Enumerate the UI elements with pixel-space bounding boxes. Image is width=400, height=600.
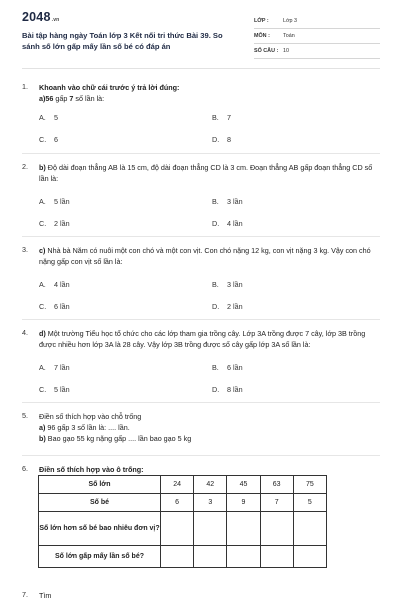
- meta-class: LỚP : Lớp 3: [254, 14, 380, 29]
- fill-in-table: [38, 475, 327, 568]
- answer-cell[interactable]: [260, 546, 293, 568]
- answer-cell[interactable]: [161, 546, 194, 568]
- option-b[interactable]: B. 6 lần: [212, 363, 243, 372]
- option-d[interactable]: D. 4 lần: [212, 219, 243, 228]
- table-cell: 42: [194, 476, 227, 494]
- table-row: [39, 546, 327, 568]
- table-cell: 75: [293, 476, 326, 494]
- answer-cell[interactable]: [293, 512, 326, 546]
- question-separator: [22, 319, 380, 320]
- row-header: Số bé: [39, 494, 161, 512]
- worksheet-header: [22, 10, 380, 64]
- question-prompt: Tìm: [39, 591, 52, 600]
- option-a[interactable]: A. 4 lần: [39, 280, 70, 289]
- question-part-a: a) 96 gấp 3 số lần là: .... lần.: [39, 423, 130, 432]
- option-b[interactable]: B. 7: [212, 113, 231, 122]
- question-separator: [22, 236, 380, 237]
- answer-cell[interactable]: [194, 546, 227, 568]
- question-6: 6. Điền số thích hợp vào ô trống:: [22, 464, 380, 476]
- meta-question-count: SỐ CÂU : 10: [254, 44, 380, 59]
- table-cell: 3: [194, 494, 227, 512]
- answer-cell[interactable]: [227, 546, 260, 568]
- table-cell: 45: [227, 476, 260, 494]
- meta-subject: MÔN : Toán: [254, 29, 380, 44]
- question-7: 7. Tìm: [22, 590, 380, 600]
- table-cell: 7: [260, 494, 293, 512]
- option-d[interactable]: D. 8 lần: [212, 385, 243, 394]
- row-header: Số lớn gấp mấy lần số bé?: [39, 546, 161, 568]
- row-header: Số lớn hơn số bé bao nhiêu đơn vị?: [39, 512, 161, 546]
- question-4: 4. d) Một trường Tiểu học tổ chức cho các lớp tham gia trồng cây. Lớp 3A trồng được 7 cây, lớp 3B trồng được nhiều hơn lớp 3A là 28 cây. Vậy lớp 3B trồng được số cây gấp lớp 3A số lần là: A. 7 lần B. 6 lần C. 5 lần D. 8 lần: [22, 328, 366, 394]
- option-a[interactable]: A. 5 lần: [39, 197, 70, 206]
- answer-cell[interactable]: [293, 546, 326, 568]
- question-separator: [22, 153, 380, 154]
- option-d[interactable]: D. 2 lần: [212, 302, 243, 311]
- answer-cell[interactable]: [260, 512, 293, 546]
- option-a[interactable]: A. 7 lần: [39, 363, 70, 372]
- site-logo[interactable]: 2048.vn: [22, 10, 60, 24]
- question-2: 2. b) Độ dài đoạn thẳng AB là 15 cm, độ dài đoạn thẳng CD là 3 cm. Đoạn thẳng AB gấp đoạn thẳng CD số lần là: A. 5 lần B. 3 lần C. 2 lần D. 4 lần: [22, 162, 373, 228]
- question-5: 5. Điền số thích hợp vào chỗ trống a) 96 gấp 3 số lần là: .... lần. b) Bao gạo 55 kg nặng gấp .... lần bao gạo 5 kg: [22, 411, 380, 451]
- answer-cell[interactable]: [227, 512, 260, 546]
- question-part-b: b) Bao gạo 55 kg nặng gấp .... lần bao gạo 5 kg: [39, 434, 192, 443]
- option-d[interactable]: D. 8: [212, 135, 231, 144]
- option-c[interactable]: C. 2 lần: [39, 219, 70, 228]
- table-cell: 24: [161, 476, 194, 494]
- question-subprompt: a)56 gấp 7 số lần là:: [39, 94, 105, 103]
- option-b[interactable]: B. 3 lần: [212, 280, 243, 289]
- header-divider: [22, 68, 380, 69]
- table-row: [39, 512, 327, 546]
- question-1: 1. Khoanh vào chữ cái trước ý trả lời đúng: a)56 gấp 7 số lần là: A. 5 B. 7 C. 6 D. 8: [22, 82, 380, 152]
- worksheet-title: Bài tập hàng ngày Toán lớp 3 Kết nối tri thức Bài 39. So sánh số lớn gấp mấy lần số bé có đáp án: [22, 31, 223, 51]
- table-cell: 6: [161, 494, 194, 512]
- question-prompt: Khoanh vào chữ cái trước ý trả lời đúng:: [39, 83, 180, 92]
- question-3: 3. c) Nhà bà Năm có nuôi một con chó và một con vịt. Con chó nặng 12 kg, con vịt nặng 3 kg. Vậy con chó nặng gấp con vịt số lần là: A. 4 lần B. 3 lần C. 6 lần D. 2 lần: [22, 245, 371, 311]
- answer-cell[interactable]: [194, 512, 227, 546]
- row-header: Số lớn: [39, 476, 161, 494]
- answer-cell[interactable]: [161, 512, 194, 546]
- table-row: [39, 476, 327, 494]
- option-c[interactable]: C. 5 lần: [39, 385, 70, 394]
- question-prompt: Điền số thích hợp vào chỗ trống: [39, 412, 142, 421]
- option-c[interactable]: C. 6: [39, 135, 58, 144]
- option-b[interactable]: B. 3 lần: [212, 197, 243, 206]
- table-cell: 63: [260, 476, 293, 494]
- table-cell: 5: [293, 494, 326, 512]
- table-cell: 9: [227, 494, 260, 512]
- table-row: [39, 494, 327, 512]
- question-prompt: Điền số thích hợp vào ô trống:: [39, 465, 144, 474]
- option-c[interactable]: C. 6 lần: [39, 302, 70, 311]
- worksheet-meta: [254, 14, 380, 59]
- question-separator: [22, 455, 380, 456]
- option-a[interactable]: A. 5: [39, 113, 58, 122]
- question-separator: [22, 402, 380, 403]
